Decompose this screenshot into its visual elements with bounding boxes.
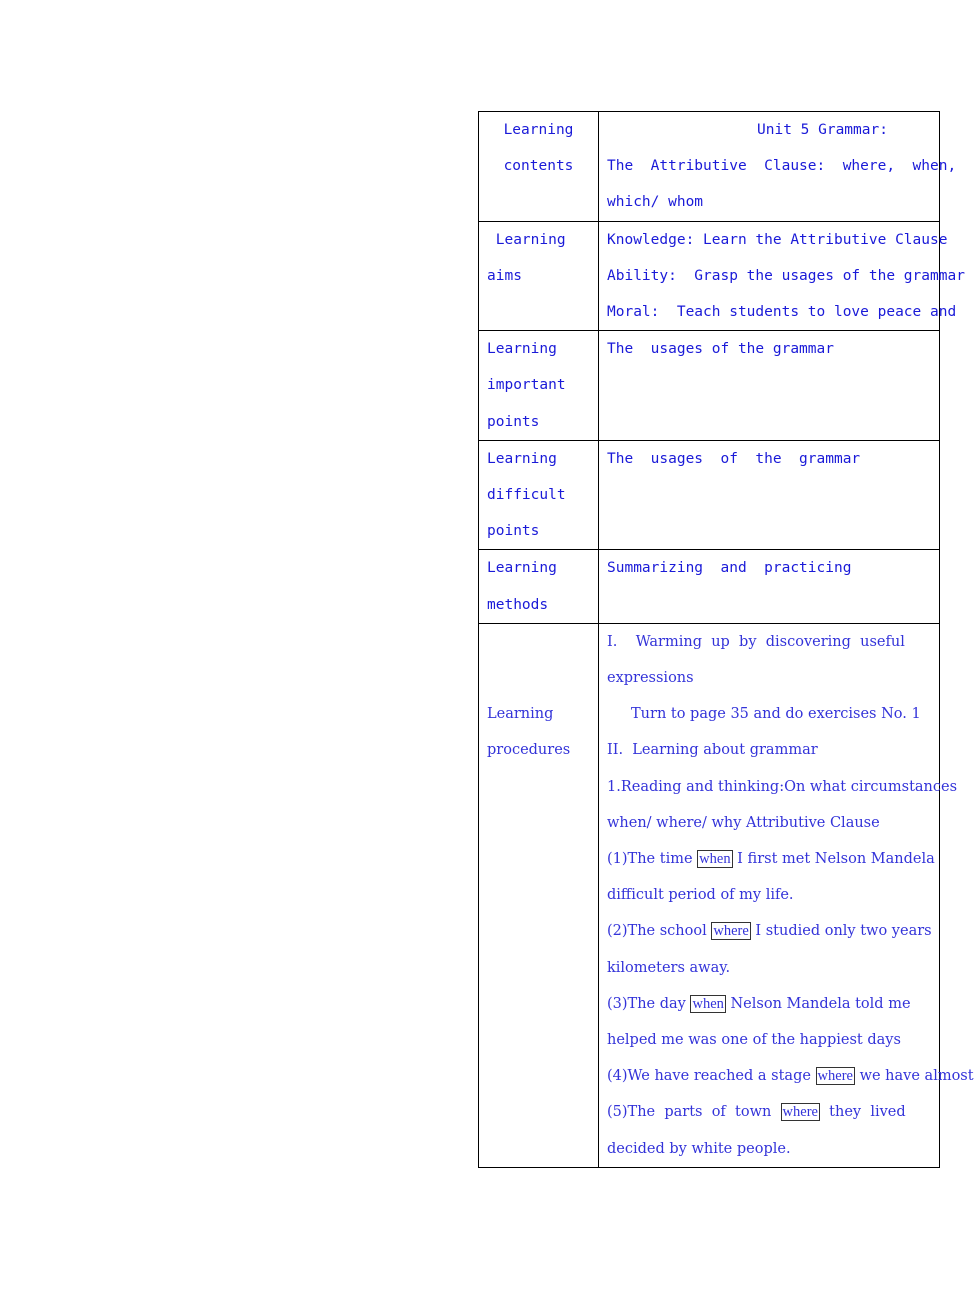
label-line: methods — [487, 596, 549, 613]
section-heading-grammar: II. Learning about grammar — [607, 742, 818, 759]
label-line: procedures — [487, 742, 571, 759]
example-sentence-2: (2)The school where I studied only two years — [607, 923, 932, 940]
content-cell — [599, 112, 957, 222]
section-heading-cont: expressions — [607, 670, 694, 687]
example-sentence-1: (1)The time when I first met Nelson Mandela — [607, 851, 935, 868]
row-learning-aims — [479, 221, 940, 331]
label-line: Learning — [487, 560, 557, 577]
label-line: points — [487, 413, 540, 430]
label-cell — [479, 623, 599, 1167]
example-sentence-1-cont: difficult period of my life. — [607, 887, 794, 904]
label-line: difficult — [487, 487, 566, 504]
label-line: Learning — [487, 450, 557, 467]
example-sentence-4: (4)We have reached a stage where we have almost — [607, 1068, 974, 1085]
label-line: Learning — [503, 122, 574, 138]
procedures-cell — [599, 623, 974, 1167]
boxed-relative-word: where — [817, 1068, 853, 1085]
aim-ability: Ability: Grasp the usages of the grammar — [607, 267, 965, 284]
label-cell — [479, 112, 599, 222]
row-important-points — [479, 331, 940, 441]
row-learning-methods — [479, 550, 940, 623]
question-line: 1.Reading and thinking:On what circumstances — [607, 778, 958, 795]
question-line-cont: when/ where/ why Attributive Clause — [607, 814, 880, 831]
example-sentence-3-cont: helped me was one of the happiest days — [607, 1032, 901, 1049]
content-line: The Attributive Clause: where, when, — [607, 158, 957, 175]
section-heading-warming-up: I. Warming up by discovering useful — [607, 633, 905, 650]
example-sentence-2-cont: kilometers away. — [607, 959, 731, 976]
label-line: Learning — [487, 231, 566, 248]
boxed-relative-word: where — [782, 1104, 818, 1121]
example-sentence-5-cont: decided by white people. — [607, 1140, 791, 1157]
label-cell — [479, 440, 599, 550]
lesson-plan-table — [478, 111, 974, 1168]
boxed-relative-word: when — [692, 995, 724, 1012]
boxed-relative-word: when — [699, 851, 731, 868]
label-cell — [479, 221, 599, 331]
content-cell — [599, 221, 965, 331]
instruction-line: Turn to page 35 and do exercises No. 1 — [631, 706, 921, 723]
label-line: important — [487, 377, 566, 394]
content-cell — [599, 440, 940, 550]
example-sentence-5: (5)The parts of town where they lived — [607, 1104, 906, 1121]
label-line: Learning — [487, 341, 557, 358]
label-line: aims — [487, 267, 522, 284]
content-line: Summarizing and practicing — [607, 560, 852, 577]
row-learning-procedures — [479, 623, 940, 1167]
label-line: Learning — [487, 705, 554, 722]
aim-moral: Moral: Teach students to love peace and — [607, 304, 957, 321]
label-line: points — [487, 523, 540, 540]
row-learning-contents — [479, 112, 940, 222]
content-cell — [599, 331, 940, 441]
boxed-relative-word: where — [713, 923, 749, 940]
label-line: contents — [503, 158, 574, 175]
row-difficult-points — [479, 440, 940, 550]
content-line: The usages of the grammar — [607, 450, 861, 467]
label-cell — [479, 550, 599, 623]
label-cell — [479, 331, 599, 441]
content-line: The usages of the grammar — [607, 341, 834, 358]
aim-knowledge: Knowledge: Learn the Attributive Clause — [607, 231, 948, 248]
content-cell — [599, 550, 940, 623]
unit-title: Unit 5 Grammar: — [757, 122, 888, 138]
example-sentence-3: (3)The day when Nelson Mandela told me — [607, 995, 911, 1012]
content-line: which/ whom — [607, 194, 704, 211]
